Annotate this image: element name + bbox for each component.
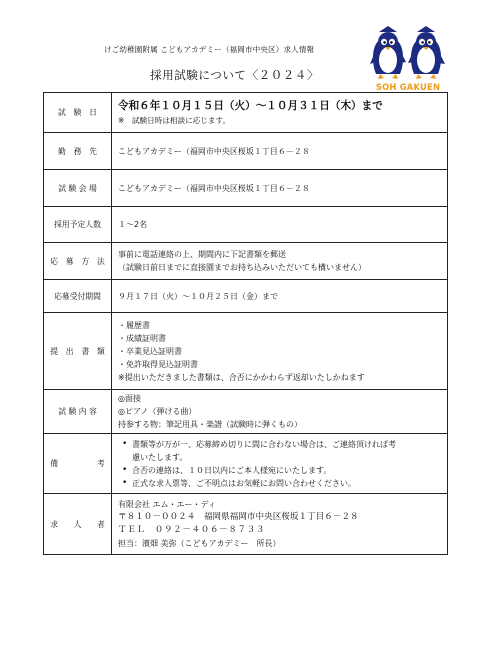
label-venue: 試 験 会 場	[44, 170, 112, 207]
row-venue	[44, 170, 448, 207]
label-workplace: 勤 務 先	[44, 133, 112, 170]
recruiter-company: 有限会社 エム・エー・ディ	[118, 500, 216, 509]
exam-content-item: ◎ピアノ（弾ける曲）	[118, 407, 197, 416]
row-apply-period	[44, 280, 448, 313]
label-exam-date: 試 験 日	[44, 93, 112, 133]
header-subtitle: けご幼稚園附属 こどもアカデミー（福岡市中央区）求人情報	[104, 45, 315, 54]
remark-1-line1: • 書類等が万が一、応募締め切りに間に合わない場合は、ご連絡頂ければ考	[132, 439, 396, 449]
remark-2: • 合否の連絡は、１０日以内にご本人様宛にいたします。	[132, 465, 332, 475]
exam-date-value: 令和６年１０月１５日（火）～１０月３１日（木）まで	[118, 100, 383, 112]
label-hires: 採用予定人数	[44, 207, 112, 243]
row-hires	[44, 207, 448, 243]
remark-item	[132, 464, 443, 477]
venue-value: こどもアカデミー（福岡市中央区桜坂１丁目６－２８	[118, 183, 310, 193]
label-apply-method: 応 募 方 法	[44, 243, 112, 280]
apply-method-line1: 事前に電話連絡の上、期間内に下記書類を郵送	[118, 250, 286, 259]
exam-content-item: ◎面接	[118, 394, 141, 403]
row-apply-method	[44, 243, 448, 280]
exam-content-item: 持参する物：筆記用具・楽譜（試験時に弾くもの）	[118, 420, 302, 429]
remark-item	[132, 438, 443, 464]
school-logo	[370, 26, 446, 96]
label-documents: 提 出 書 類	[44, 313, 112, 390]
recruiter-contact: 担当：濱畑 美弥（こどもアカデミー 所長）	[118, 539, 281, 548]
recruitment-table	[43, 92, 448, 555]
label-apply-period: 応募受付期間	[44, 280, 112, 313]
row-workplace	[44, 133, 448, 170]
label-recruiter: 求 人 者	[44, 494, 112, 555]
recruiter-tel: ＴＥＬ ０９２－４０６－８７３３	[118, 525, 266, 535]
recruiter-address: 〒８１０－００２４ 福岡県福岡市中央区桜坂１丁目６－２８	[118, 512, 359, 522]
document-item: ・成績証明書	[118, 333, 166, 343]
row-documents	[44, 313, 448, 390]
exam-date-note: ※ 試験日時は相談に応じます。	[118, 116, 231, 125]
row-exam-date	[44, 93, 448, 133]
page-title: 採用試験について〈２０２４〉	[150, 68, 320, 82]
remark-3: • 正式な求人票等、ご不明点はお気軽にお問い合わせください。	[132, 478, 356, 488]
document-item: ・免許取得見込証明書	[118, 359, 198, 369]
row-exam-content	[44, 390, 448, 434]
documents-note: ※提出いただきました書類は、合否にかかわらず返却いたしかねます	[118, 372, 365, 382]
hires-value: １～2名	[118, 220, 148, 229]
remark-item	[132, 477, 443, 490]
label-exam-content: 試 験 内 容	[44, 390, 112, 434]
row-remarks	[44, 434, 448, 494]
apply-period-value: ９月１７日（火）～１０月２５日（金）まで	[118, 291, 278, 301]
penguin-mascots-icon	[370, 26, 446, 84]
row-recruiter	[44, 494, 448, 555]
workplace-value: こどもアカデミー（福岡市中央区桜坂１丁目６－２８	[118, 146, 310, 156]
document-item: ・履歴書	[118, 320, 150, 330]
apply-method-line2: （試験日前日までに直接園までお持ち込みいただいても構いません）	[118, 263, 366, 272]
document-item: ・卒業見込証明書	[118, 346, 182, 356]
label-remarks: 備 考	[44, 434, 112, 494]
remark-1-line2: 慮いたします。	[132, 452, 188, 462]
logo-text: SOH GAKUEN	[375, 82, 441, 92]
